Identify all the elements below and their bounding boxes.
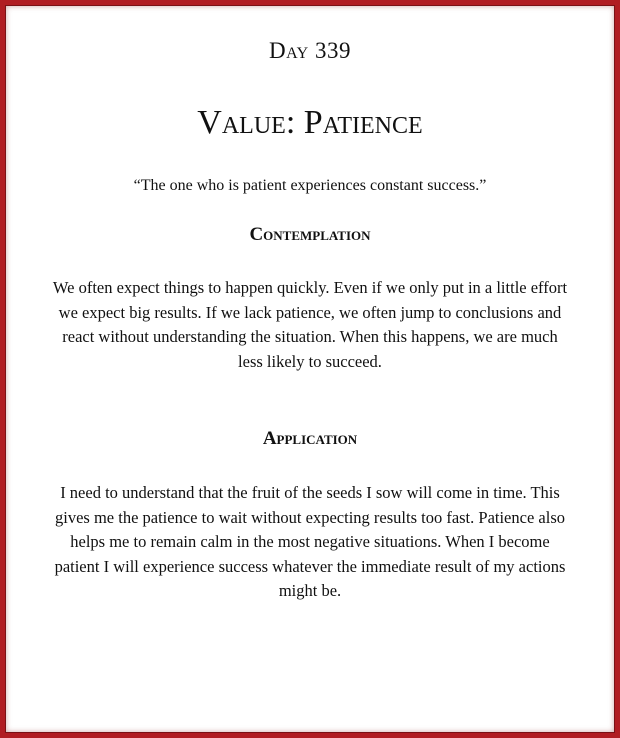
contemplation-text: We often expect things to happen quickly. Even if we only put in a little effort we expect big results. If we lack patience, we often jump to conclusions and react without understanding the situation. When this happens, we are much less likely to succeed.: [52, 278, 568, 371]
day-label: Day 339: [268, 38, 351, 63]
quote: “The one who is patient experiences constant success.”: [133, 177, 487, 194]
application-text: I need to understand that the fruit of the seeds I sow will come in time. This gives me the patience to wait without expecting results too fast. Patience also helps me to remain calm in the most negative situations. When I become patient I will experience success whatever the immediate result of my actions might be.: [54, 483, 566, 600]
application-heading: Application: [262, 428, 358, 449]
contemplation-heading: Contemplation: [249, 224, 371, 245]
value-title: Value: Patience: [197, 104, 423, 141]
